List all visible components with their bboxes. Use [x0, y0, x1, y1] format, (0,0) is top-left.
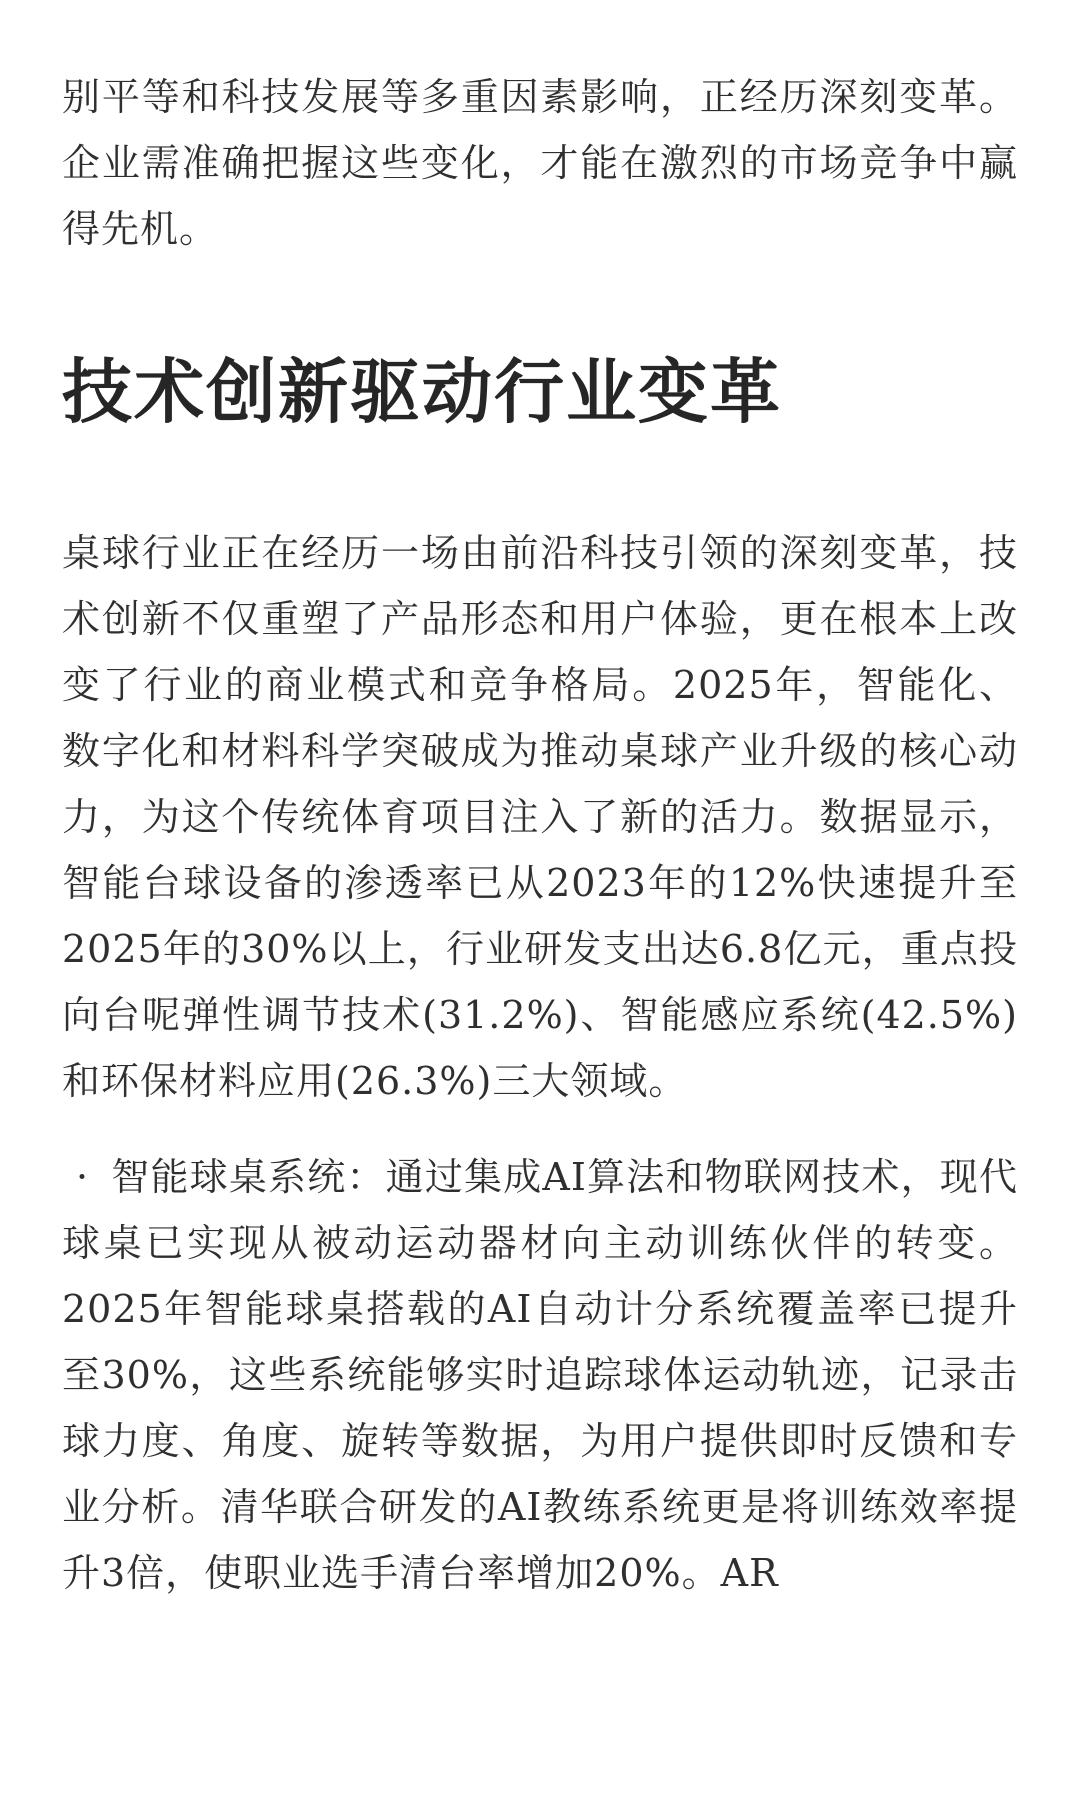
bullet-list-item — [62, 1144, 1018, 1606]
intro-paragraph: 别平等和科技发展等多重因素影响，正经历深刻变革。企业需准确把握这些变化，才能在激烈的市场竞争中赢得先机。 — [62, 75, 1018, 251]
body-paragraph: 桌球行业正在经历一场由前沿科技引领的深刻变革，技术创新不仅重塑了产品形态和用户体验，更在根本上改变了行业的商业模式和竞争格局。2025年，智能化、数字化和材料科学突破成为推动桌球产业升级的核心动力，为这个传统体育项目注入了新的活力。数据显示，智能台球设备的渗透率已从2023年的12%快速提升至2025年的30%以上，行业研发支出达6.8亿元，重点投向台呢弹性调节技术(31.2%)、智能感应系统(42.5%)和环保材料应用(26.3%)三大领域。 — [62, 531, 1018, 1103]
bullet-marker: · — [76, 1155, 90, 1199]
bullet-text: 智能球桌系统：通过集成AI算法和物联网技术，现代球桌已实现从被动运动器材向主动训练伙伴的转变。2025年智能球桌搭载的AI自动计分系统覆盖率已提升至30%，这些系统能够实时追踪球体运动轨迹，记录击球力度、角度、旋转等数据，为用户提供即时反馈和专业分析。清华联合研发的AI教练系统更是将训练效率提升3倍，使职业选手清台率增加20%。AR — [62, 1155, 1018, 1595]
section-heading: 技术创新驱动行业变革 — [62, 351, 782, 433]
